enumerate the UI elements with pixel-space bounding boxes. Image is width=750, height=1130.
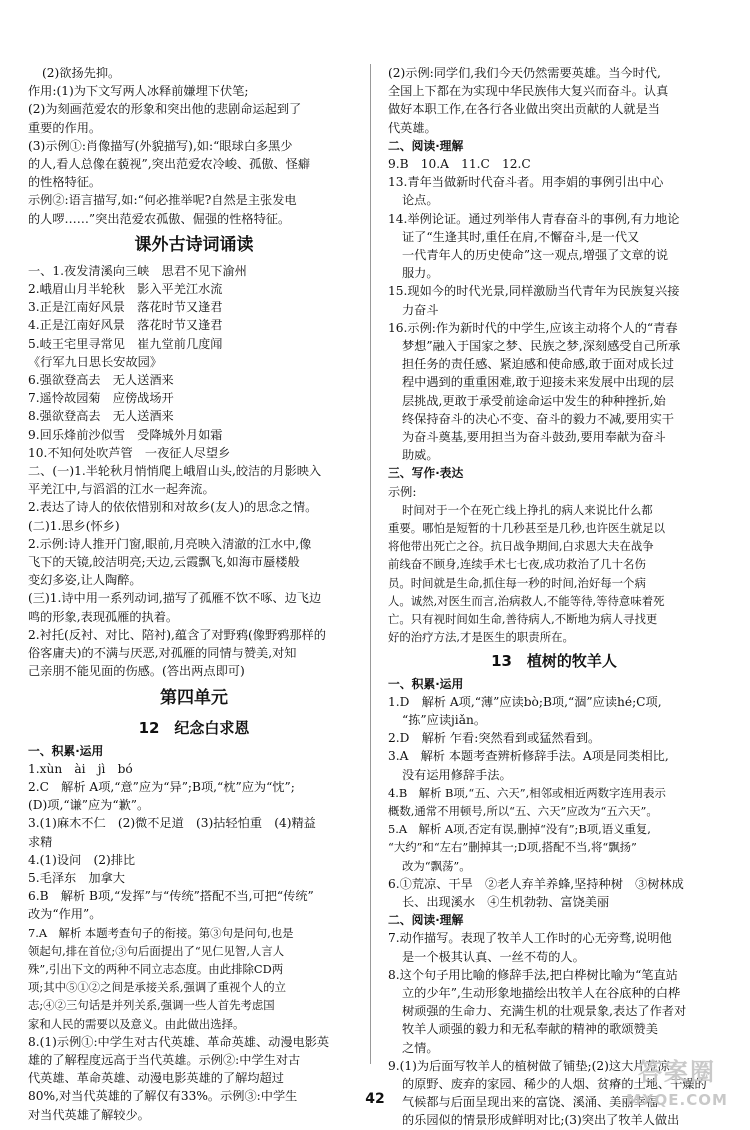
text-line: 4.(1)设问 (2)排比: [28, 852, 136, 867]
text-line: 立的少年”,生动形象地描绘出牧羊人在谷底种的白桦: [402, 985, 681, 1000]
text-line: 人。诚然,对医生而言,治病救人,不能等待,等待意味着死: [388, 593, 665, 608]
text-line: 己亲朋不能见面的伤感。(答出两点即可): [28, 664, 245, 679]
text-line: 9.(1)为后面写牧羊人的植树做了铺垫;(2)这大片荒凉: [388, 1058, 670, 1073]
text-line: 8.(1)示例①:中学生对古代英雄、革命英雄、动漫电影英: [28, 1034, 330, 1049]
text-line: 改为“作用”。: [28, 907, 102, 922]
text-line: 力奋斗: [402, 302, 439, 317]
text-line: 8.这个句子用比喻的修辞手法,把白桦树比喻为“笔直站: [388, 967, 678, 982]
section-heading: 第四单元: [160, 687, 228, 708]
text-line: 好的治疗方法,才是医生的职责所在。: [388, 630, 574, 645]
text-line: 6.①荒凉、干旱 ②老人弃羊养蜂,坚持种树 ③树林成: [388, 876, 684, 891]
subsection-heading: 三、写作·表达: [388, 466, 464, 481]
text-line: 14.举例论证。通过列举伟人青春奋斗的事例,有力地论: [388, 211, 680, 226]
text-line: 做好本职工作,在各行各业做出突出贡献的人就是当: [388, 102, 660, 117]
text-line: 项;其中⑤①②之间是承接关系,强调了重视个人的立: [28, 980, 287, 995]
text-line: 飞下的天镜,皎洁明亮;天边,云霞飘飞,如海市蜃楼般: [28, 555, 300, 570]
text-line: 7.动作描写。表现了牧羊人工作时的心无旁骛,说明他: [388, 931, 672, 946]
text-line: (二)1.思乡(怀乡): [28, 518, 120, 533]
text-line: 没有运用修辞手法。: [402, 767, 512, 782]
watermark-url: MXQE.COM: [626, 1091, 728, 1109]
right-column: [388, 64, 720, 1130]
text-line: 变幻多姿,让人陶醉。: [28, 573, 142, 588]
text-line: 长、出现溪水 ④生机勃勃、富饶美丽: [402, 894, 610, 909]
section-heading: 12 纪念白求恩: [138, 718, 250, 737]
text-line: (2)示例:同学们,我们今天仍然需要英雄。当今时代,: [388, 66, 661, 80]
text-line: 的人,看人总像在藐视”,突出范爱农冷峻、孤傲、怪癖: [28, 157, 311, 172]
text-line: 6.B 解析 B项,“发挥”与“传统”搭配不当,可把“传统”: [28, 889, 314, 904]
text-line: 2.C 解析 A项,“意”应为“异”;B项,“枕”应为“忱”;: [28, 779, 295, 794]
text-line: 的原野、废弃的家园、稀少的人烟、贫瘠的土地、干燥的: [402, 1076, 707, 1091]
text-line: 平羌江中,与滔滔的江水一起奔流。: [28, 482, 215, 497]
text-line: 担任务的责任感、紧迫感和使命感,敢于面对成长过: [402, 357, 674, 372]
text-line: 殊”,引出下文的两种不同立志态度。由此排除CD两: [28, 961, 284, 976]
text-line: 的人啰……”突出范爱农孤傲、倔强的性格特征。: [28, 211, 291, 226]
subsection-heading: 一、积累·运用: [388, 676, 464, 691]
text-line: 3.A 解析 本题考查辨析修辞手法。A项是同类相比,: [388, 749, 669, 764]
text-line: 3.正是江南好风景 落花时节又逢君: [28, 300, 223, 315]
text-line: 将他带出死亡之谷。抗日战争期间,白求恩大夫在战争: [388, 539, 654, 554]
text-line: 5.毛泽东 加拿大: [28, 870, 125, 885]
text-line: 代英雄、革命英雄、动漫电影英雄的了解均超过: [28, 1071, 284, 1086]
text-line: 志;④②三句话是并列关系,强调一些人首先考虑国: [28, 998, 275, 1013]
text-line: 代英雄。: [388, 120, 437, 135]
text-line: 论点。: [402, 193, 439, 208]
text-line: 二、(一)1.半轮秋月悄悄爬上峨眉山头,皎洁的月影映入: [28, 464, 322, 479]
text-line: 亡。只有视时间如生命,善待病人,不断地为病人寻找更: [388, 612, 658, 627]
text-line: 示例②:语言描写,如:“何必推举呢?自然是主张发电: [28, 193, 297, 208]
text-line: 概数,通常不用顿号,所以“五、六天”应改为“五六天”。: [388, 803, 658, 818]
text-line: 1.xùn ài jì bó: [28, 761, 133, 776]
text-line: 2.峨眉山月半轮秋 影入平羌江水流: [28, 282, 223, 297]
text-line: 2.D 解析 乍看:突然看到或猛然看到。: [388, 731, 601, 746]
text-line: (2)欲扬先抑。: [42, 66, 121, 80]
text-line: 1.D 解析 A项,“薄”应读bò;B项,“涸”应读hé;C项,: [388, 694, 662, 709]
text-line: “拣”应读jiǎn。: [402, 712, 487, 727]
text-line: 2.衬托(反衬、对比、陪衬),蕴含了对野鸦(像野鸦那样的: [28, 627, 326, 642]
text-line: 一、1.夜发清溪向三峡 思君不见下渝州: [28, 263, 247, 278]
text-line: 树顽强的生命力、充满生机的壮观景象,表达了作者对: [402, 1004, 687, 1019]
text-line: 9.B 10.A 11.C 12.C: [388, 157, 531, 172]
text-line: 5.A 解析 A项,否定有误,删掉“没有”;B项,语义重复,: [388, 822, 651, 837]
text-line: 为奋斗奠基,要用担当为奋斗鼓劲,要用奉献为奋斗: [402, 430, 666, 445]
text-line: 80%,对当代英雄的了解仅有33%。示例③:中学生: [28, 1089, 298, 1104]
text-line: 时间对于一个在死亡线上挣扎的病人来说比什么都: [402, 502, 653, 517]
text-line: 15.现如今的时代光景,同样激励当代青年为民族复兴接: [388, 284, 680, 299]
section-heading: 13 植树的牧羊人: [491, 651, 617, 670]
text-line: 终保持奋斗的决心不变、奋斗的毅力不减,要用实干: [402, 411, 674, 426]
text-line: 3.(1)麻木不仁 (2)微不足道 (3)拈轻怕重 (4)精益: [28, 816, 316, 831]
watermark-text: 答案圈: [638, 1058, 716, 1086]
text-line: 是一个极其认真、一丝不苟的人。: [402, 949, 585, 964]
text-line: “大约”和“左右”删掉其一;D项,搭配不当,将“飘扬”: [388, 840, 637, 855]
text-line: 10.不知何处吹芦管 一夜征人尽望乡: [28, 445, 231, 460]
text-line: 梦想”融入于国家之梦、民族之梦,深刻感受自己所承: [402, 339, 681, 354]
text-line: 7.遥怜故园菊 应傍战场开: [28, 391, 174, 406]
text-line: 程中遇到的重重困难,敢于迎接未来发展中出现的层: [402, 375, 674, 390]
text-line: 服力。: [402, 266, 439, 281]
text-line: 员。时间就是生命,抓住每一秒的时间,治好每一个病: [388, 575, 646, 590]
text-line: 8.强欲登高去 无人送酒来: [28, 409, 174, 424]
text-line: 雄的了解程度远高于当代英雄。示例②:中学生对古: [28, 1052, 301, 1067]
text-line: 前线奋不顾身,连续手术七七夜,成功救治了几十名伤: [388, 557, 646, 572]
text-line: 作用:(1)为下文写两人冰释前嫌埋下伏笔;: [28, 84, 249, 99]
subsection-heading: 一、积累·运用: [28, 743, 104, 758]
text-line: 鸣的形象,表现孤雁的执着。: [28, 609, 179, 624]
text-line: 俗客庸夫)的不满与厌恶,对孤雁的同情与赞美,对知: [28, 646, 297, 661]
text-line: 4.正是江南好风景 落花时节又逢君: [28, 318, 223, 333]
text-line: 家和人民的需要以及意义。由此做出选择。: [28, 1016, 245, 1031]
page-number: 42: [365, 1091, 385, 1107]
left-column: [28, 64, 360, 1124]
text-line: 2.表达了诗人的依依惜别和对故乡(友人)的思念之情。: [28, 500, 318, 515]
subsection-heading: 二、阅读·理解: [388, 913, 464, 928]
text-line: 对当代英雄了解较少。: [28, 1107, 150, 1122]
text-line: (2)为刻画范爱农的形象和突出他的悲剧命运起到了: [28, 102, 302, 117]
text-line: 4.B 解析 B项,“五、六天”,相邻或相近两数字连用表示: [388, 785, 666, 800]
text-line: (D)项,“谦”应为“歉”。: [28, 798, 150, 813]
column-divider: [370, 64, 371, 1064]
text-line: 一代青年人的历史使命”这一观点,增强了文章的说: [402, 248, 669, 263]
text-line: 《行军九日思长安故园》: [28, 354, 163, 369]
text-line: 牧羊人顽强的毅力和无私奉献的精神的歌颂赞美: [402, 1022, 658, 1037]
text-line: (3)示例①:肖像描写(外貌描写),如:“眼球白多黑少: [28, 138, 293, 153]
text-line: 的性格特征。: [28, 175, 102, 190]
subsection-heading: 二、阅读·理解: [388, 138, 464, 153]
text-line: 的乐园似的情景形成鲜明对比;(3)突出了牧羊人做出: [402, 1113, 680, 1128]
text-line: (三)1.诗中用一系列动词,描写了孤雁不饮不啄、边飞边: [28, 591, 322, 606]
text-line: 16.示例:作为新时代的中学生,应该主动将个人的“青春: [388, 320, 678, 335]
text-line: 7.A 解析 本题考查句子的衔接。第③句是问句,也是: [28, 925, 294, 940]
text-line: 示例:: [388, 484, 417, 499]
text-line: 重要的作用。: [28, 120, 102, 135]
text-line: 气候都与后面呈现出来的富饶、溪涌、美丽幸福: [402, 1095, 658, 1110]
text-line: 9.回乐烽前沙似雪 受降城外月如霜: [28, 427, 223, 442]
text-line: 13.青年当做新时代奋斗者。用李娟的事例引出中心: [388, 175, 664, 190]
text-line: 层挑战,更敢于承受前途命运中发生的种种挫折,始: [402, 393, 666, 408]
text-line: 改为“飘荡”。: [402, 858, 471, 873]
text-line: 领起句,排在首位;③句后面提出了“见仁见智,人言人: [28, 943, 285, 958]
text-line: 6.强欲登高去 无人送酒来: [28, 373, 174, 388]
text-line: 全国上下都在为实现中华民族伟大复兴而奋斗。认真: [388, 84, 669, 99]
text-line: 助威。: [402, 448, 439, 463]
text-line: 重要。哪怕是短暂的十几秒甚至是几秒,也许医生就足以: [388, 521, 665, 536]
text-line: 2.示例:诗人推开门窗,眼前,月亮映入清澈的江水中,像: [28, 536, 312, 551]
text-line: 之情。: [402, 1040, 439, 1055]
text-line: 5.岐王宅里寻常见 崔九堂前几度闻: [28, 336, 223, 351]
section-heading: 课外古诗词诵读: [134, 234, 254, 255]
text-line: 证了“生逢其时,重任在肩,不懈奋斗,是一代又: [402, 229, 640, 244]
watermark-logo: [612, 1058, 742, 1122]
text-line: 求精: [28, 834, 53, 849]
